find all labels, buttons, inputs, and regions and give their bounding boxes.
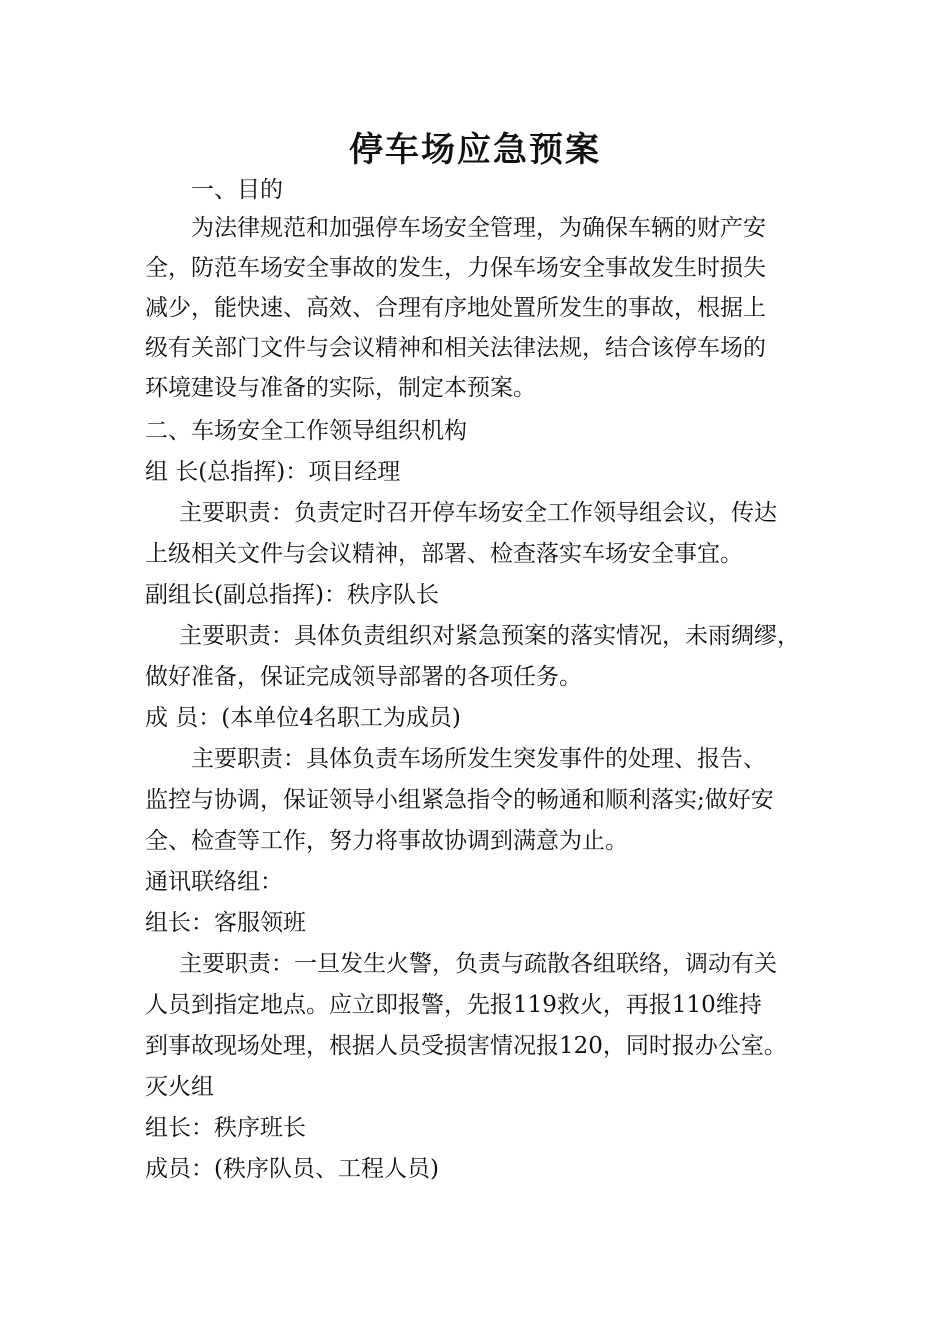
section-heading-purpose: 一、目的: [191, 177, 283, 203]
role-line-group-leader: 组长：秩序班长: [145, 1115, 306, 1141]
paragraph-line: 全，防范车场安全事故的发生，力保车场安全事故发生时损失: [145, 255, 766, 281]
role-line-members: 成 员：(本单位4名职工为成员): [145, 705, 461, 731]
paragraph-line: 为法律规范和加强停车场安全管理，为确保车辆的财产安: [191, 215, 766, 241]
duty-line: 全、检查等工作，努力将事故协调到满意为止。: [145, 828, 628, 854]
duty-line: 主要职责：负责定时召开停车场安全工作领导组会议，传达: [179, 500, 777, 526]
duty-line: 主要职责：具体负责车场所发生突发事件的处理、报告、: [191, 746, 766, 772]
paragraph-line: 级有关部门文件与会议精神和相关法律法规，结合该停车场的: [145, 335, 766, 361]
paragraph-line: 环境建设与准备的实际，制定本预案。: [145, 375, 536, 401]
group-heading-communication: 通讯联络组：: [145, 869, 283, 895]
duty-line: 主要职责：一旦发生火警，负责与疏散各组联络，调动有关: [179, 951, 777, 977]
group-heading-firefighting: 灭火组: [145, 1074, 214, 1100]
duty-line: 主要职责：具体负责组织对紧急预案的落实情况，未雨绸缪，: [179, 623, 800, 649]
duty-line: 监控与协调，保证领导小组紧急指令的畅通和顺利落实;做好安: [145, 787, 774, 813]
duty-line: 上级相关文件与会议精神，部署、检查落实车场安全事宜。: [145, 541, 743, 567]
role-line-group-leader: 组长：客服领班: [145, 910, 306, 936]
document-title: 停车场应急预案: [349, 130, 601, 170]
duty-line: 做好准备，保证完成领导部署的各项任务。: [145, 664, 582, 690]
duty-line: 人员到指定地点。应立即报警，先报119救火，再报110维持: [145, 992, 762, 1018]
role-line-group-members: 成员：(秩序队员、工程人员): [145, 1156, 439, 1182]
role-line-leader: 组 长(总指挥)：项目经理: [145, 459, 401, 485]
section-heading-organization: 二、车场安全工作领导组织机构: [145, 418, 467, 444]
duty-line: 到事故现场处理，根据人员受损害情况报120，同时报办公室。: [145, 1033, 787, 1059]
role-line-deputy: 副组长(副总指挥)：秩序队长: [145, 582, 439, 608]
paragraph-line: 减少，能快速、高效、合理有序地处置所发生的事故，根据上: [145, 295, 766, 321]
